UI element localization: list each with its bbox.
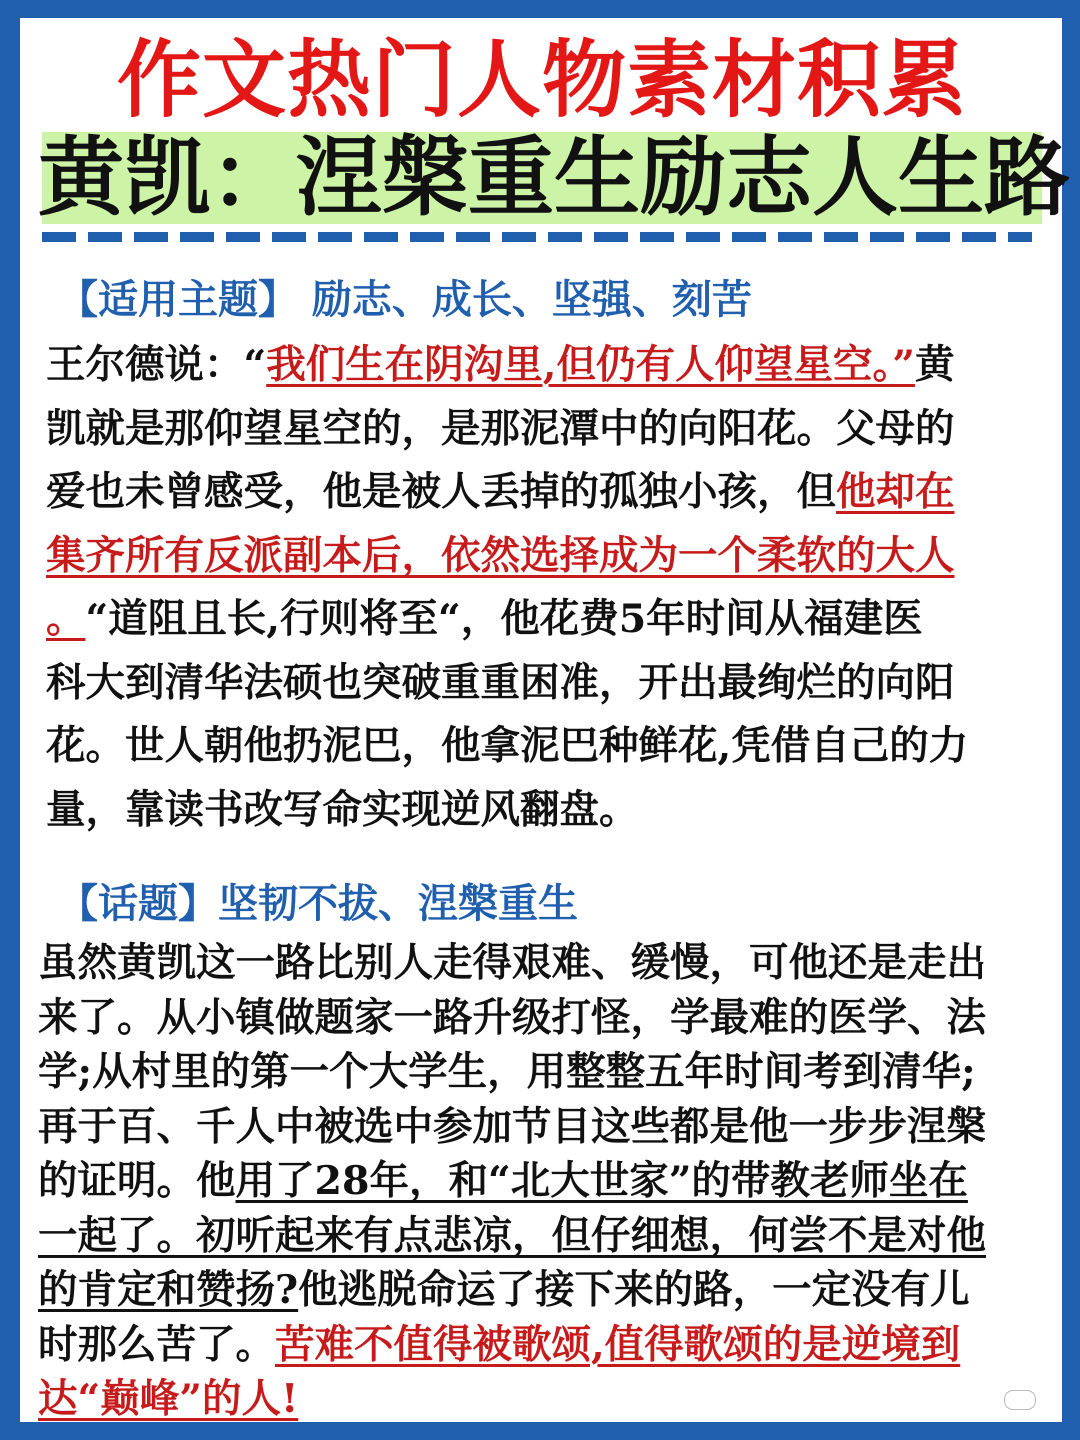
emphasis-text: 他却在 — [836, 469, 955, 515]
text-line — [38, 1100, 1050, 1155]
text-line — [46, 334, 1040, 398]
text-line — [38, 1045, 1050, 1100]
body-text: 的证明。他 — [38, 1158, 236, 1204]
emphasis-text: 我们生在阴沟里,但仍有人仰望星空。” — [266, 342, 915, 388]
page-title: 作文热门人物素材积累 — [116, 31, 967, 129]
watermark-logo — [1004, 1390, 1036, 1410]
text-line — [46, 461, 1040, 525]
page-subtitle: 黄凯：涅槃重生励志人生路 — [38, 128, 1070, 228]
body-text: 再于百、千人中被选中参加节目这些都是他一步步涅槃 — [38, 1103, 986, 1150]
emphasis-text: 的肯定和赞扬? — [38, 1267, 299, 1313]
emphasis-text: 。 — [46, 596, 86, 642]
body-text: 来了。从小镇做题家一路升级打怪，学最难的医学、法 — [38, 994, 986, 1041]
dashed-divider — [42, 232, 1032, 242]
body-text: 王尔德说：“ — [46, 342, 267, 388]
text-line — [46, 588, 1040, 652]
body-text: 黄 — [914, 342, 955, 388]
body-text: “道阻且长,行则将至“，他花费5年时间从福建医 — [85, 596, 923, 642]
text-line — [46, 398, 1040, 462]
text-line — [38, 936, 1050, 991]
text-line — [38, 1263, 1050, 1318]
text-line — [46, 525, 1040, 589]
body-text: 科大到清华法硕也突破重重困准，开出最绚烂的向阳 — [46, 659, 955, 706]
section2-heading: 【话题】坚韧不拔、涅槃重生 — [58, 881, 578, 927]
content-card — [18, 18, 1070, 1422]
section1-heading: 【适用主题】 励志、成长、坚强、刻苦 — [58, 277, 752, 323]
section1-paragraph — [46, 334, 1040, 842]
text-line — [46, 715, 1040, 779]
text-line — [38, 1209, 1050, 1264]
emphasis-text: 苦难不值得被歌颂,值得歌颂的是逆境到 — [275, 1321, 961, 1368]
text-line — [38, 1372, 1050, 1427]
emphasis-text: 用了28年，和“北大世家”的带教老师坐在 — [235, 1158, 968, 1204]
body-text: 学;从村里的第一个大学生，用整整五年时间考到清华; — [38, 1049, 976, 1095]
body-text: 虽然黄凯这一路比别人走得艰难、缓慢，可他还是走出 — [38, 940, 986, 986]
emphasis-text: 集齐所有反派副本后，依然选择成为一个柔软的大人 — [46, 532, 955, 579]
text-line — [46, 652, 1040, 716]
body-text: 爱也未曾感受，他是被人丢掉的孤独小孩，但 — [46, 469, 836, 515]
body-text: 花。世人朝他扔泥巴，他拿泥巴种鲜花,凭借自己的力 — [46, 723, 969, 769]
text-line — [38, 1318, 1050, 1373]
body-text: 量，靠读书改写命实现逆风翻盘。 — [46, 786, 639, 833]
emphasis-text: 达“巅峰”的人! — [38, 1376, 299, 1422]
body-text: 时那么苦了。 — [38, 1321, 275, 1368]
body-text: 他逃脱命运了接下来的路，一定没有儿 — [298, 1267, 970, 1313]
section2-paragraph — [38, 936, 1050, 1427]
emphasis-text: 一起了。初听起来有点悲凉，但仔细想，何尝不是对他 — [38, 1212, 986, 1259]
text-line — [38, 1154, 1050, 1209]
text-line — [38, 991, 1050, 1046]
text-line — [46, 779, 1040, 843]
body-text: 凯就是那仰望星空的，是那泥潭中的向阳花。父母的 — [46, 405, 955, 452]
